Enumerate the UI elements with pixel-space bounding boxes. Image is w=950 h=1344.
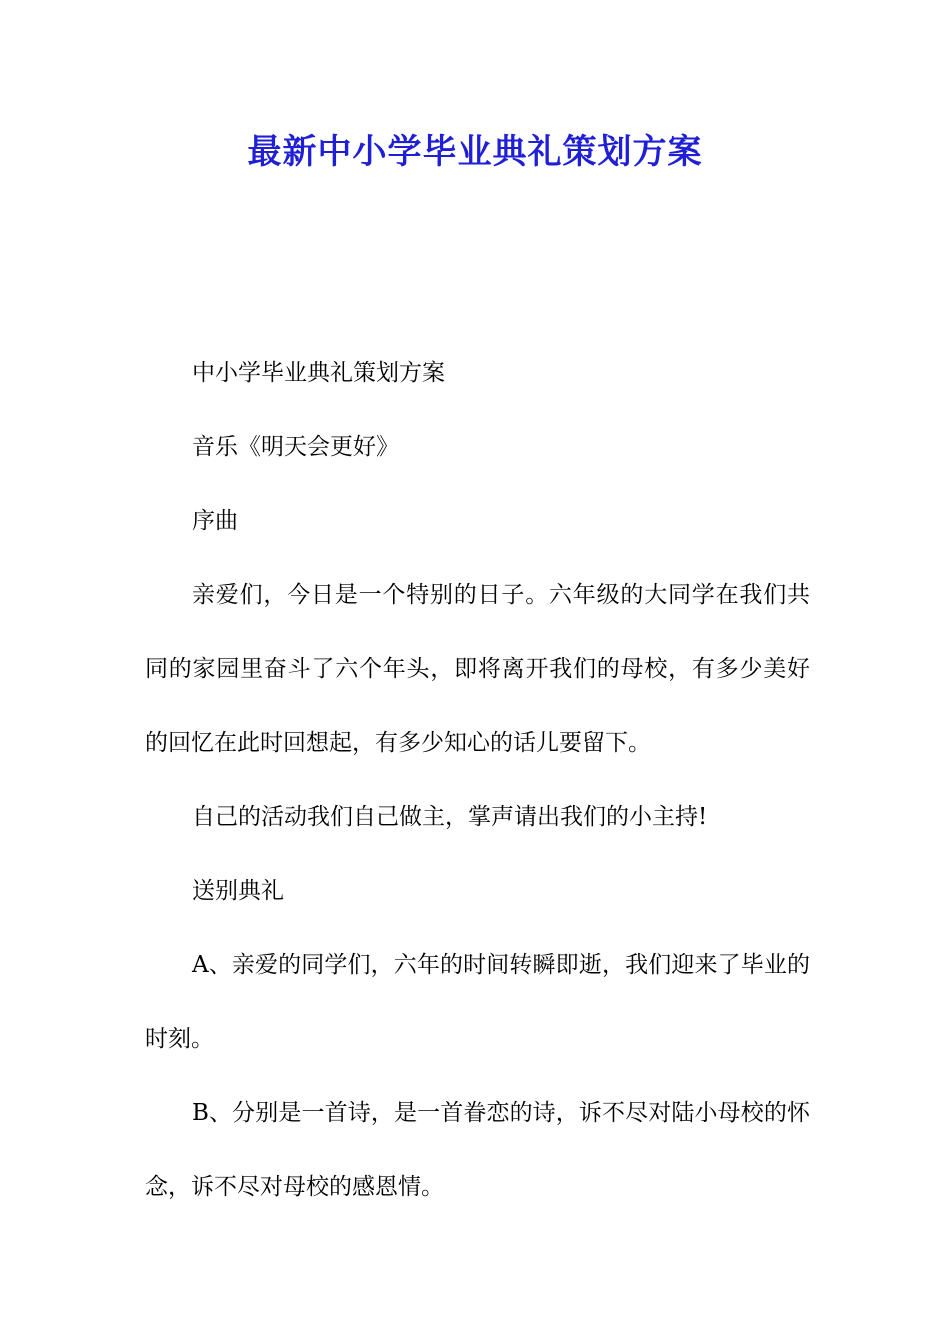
document-body	[145, 336, 810, 1224]
paragraph-host-invite: 自己的活动我们自己做主，掌声请出我们的小主持!	[192, 804, 708, 830]
paragraph-prelude: 序曲	[192, 508, 238, 534]
paragraph-music: 音乐《明天会更好》	[192, 434, 399, 460]
paragraph-speaker-a: A、亲爱的同学们，六年的时间转瞬即逝，我们迎来了毕业的时刻。	[145, 952, 810, 1052]
paragraph-speaker-b: B、分别是一首诗，是一首眷恋的诗，诉不尽对陆小母校的怀念，诉不尽对母校的感恩情。	[145, 1100, 810, 1200]
paragraph-farewell-ceremony: 送别典礼	[192, 878, 284, 904]
paragraph-intro: 亲爱们，今日是一个特别的日子。六年级的大同学在我们共同的家园里奋斗了六个年头，即将离开我们的母校，有多少美好的回忆在此时回想起，有多少知心的话儿要留下。	[145, 582, 810, 756]
paragraph-heading: 中小学毕业典礼策划方案	[192, 360, 445, 386]
document-title: 最新中小学毕业典礼策划方案	[247, 132, 703, 172]
